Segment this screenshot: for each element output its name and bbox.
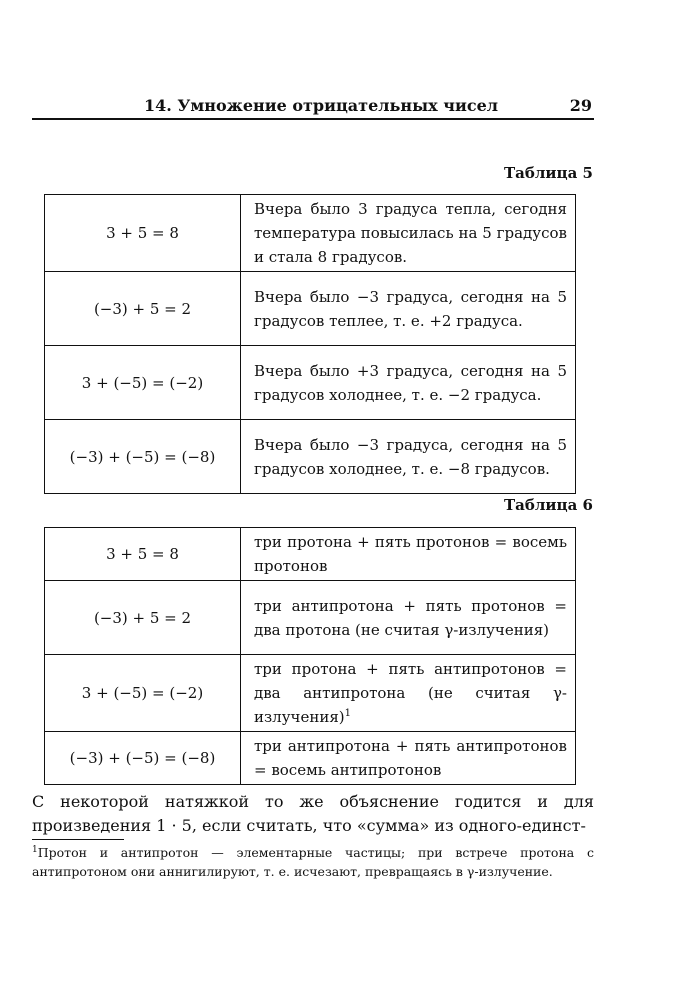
table-row [45, 581, 576, 655]
table-row [45, 528, 576, 581]
table-row [45, 195, 576, 272]
table-row [45, 346, 576, 420]
formula-cell: (−3) + 5 = 2 [45, 581, 241, 655]
footnote-text: Протон и антипротон — элементарные частицы; при встрече протона с антипротоном они аннигилируют, т. е. исчезают, превращаясь в γ-излучение. [32, 845, 594, 879]
formula-cell: (−3) + 5 = 2 [45, 272, 241, 346]
footnote-divider [32, 839, 124, 840]
running-header [32, 94, 594, 120]
footnote-mark: 1 [32, 844, 38, 855]
explanation-cell: три антипротона + пять протонов = два протона (не считая γ-излучения) [241, 581, 576, 655]
table-6 [44, 527, 576, 785]
table-row [45, 732, 576, 785]
footnote [32, 843, 594, 881]
table-row [45, 272, 576, 346]
table-row [45, 655, 576, 732]
explanation-cell: Вчера было +3 градуса, сегодня на 5 градусов холоднее, т. е. −2 градуса. [241, 346, 576, 420]
formula-cell: 3 + 5 = 8 [45, 528, 241, 581]
formula-cell: (−3) + (−5) = (−8) [45, 732, 241, 785]
table6-caption: Таблица 6 [503, 496, 593, 514]
formula-cell: 3 + 5 = 8 [45, 195, 241, 272]
formula-cell: 3 + (−5) = (−2) [45, 346, 241, 420]
footnote-ref: 1 [344, 708, 352, 719]
explanation-cell: Вчера было −3 градуса, сегодня на 5 градусов теплее, т. е. +2 градуса. [241, 272, 576, 346]
explanation-cell [241, 655, 576, 732]
explanation-cell: три антипротона + пять антипротонов = восемь антипротонов [241, 732, 576, 785]
table-5 [44, 194, 576, 494]
page-number: 29 [569, 96, 592, 115]
explanation-text: три протона + пять антипротонов = два антипротона (не считая γ-излучения) [254, 660, 567, 726]
explanation-cell: Вчера было −3 градуса, сегодня на 5 градусов холоднее, т. е. −8 градусов. [241, 420, 576, 494]
body-paragraph: С некоторой натяжкой то же объяснение годится и для произведения 1 · 5, если считать, что «сумма» из одного-единст- [32, 792, 594, 835]
table-row [45, 420, 576, 494]
explanation-cell: Вчера было 3 градуса тепла, сегодня температура повысилась на 5 градусов и стала 8 градусов. [241, 195, 576, 272]
table5-caption: Таблица 5 [503, 164, 593, 182]
formula-cell: 3 + (−5) = (−2) [45, 655, 241, 732]
chapter-title: 14. Умножение отрицательных чисел [144, 96, 499, 115]
formula-cell: (−3) + (−5) = (−8) [45, 420, 241, 494]
explanation-cell: три протона + пять протонов = восемь протонов [241, 528, 576, 581]
